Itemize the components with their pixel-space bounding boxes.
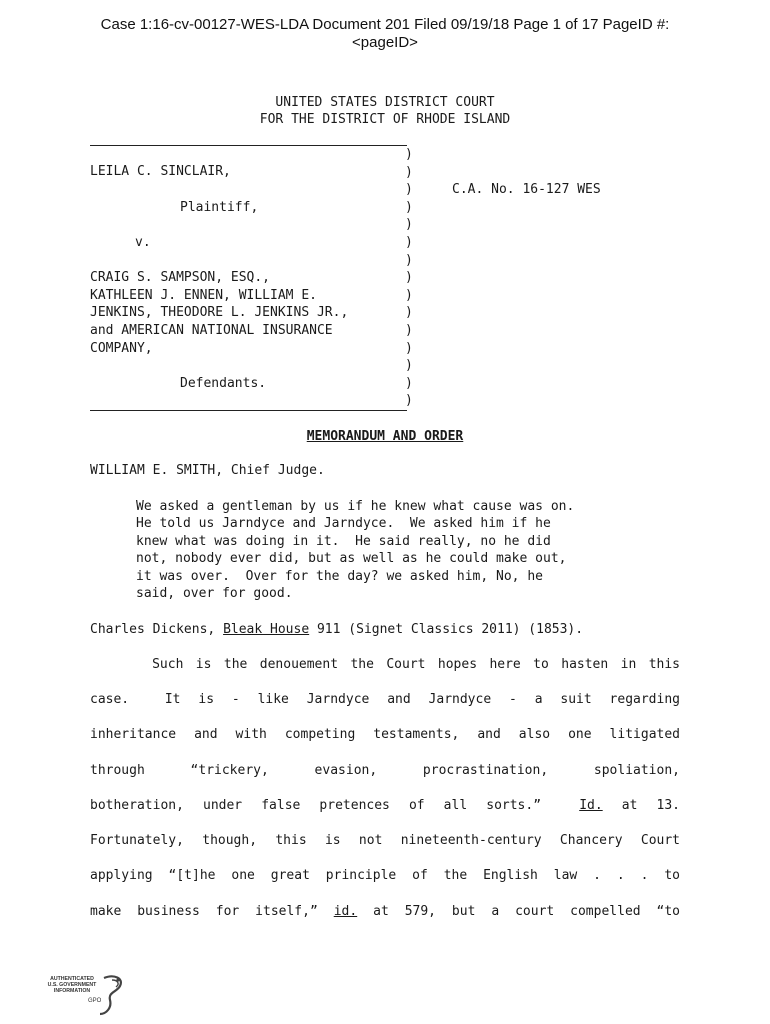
gpo-auth-line: U.S. GOVERNMENT [47, 982, 97, 988]
gpo-authentication-seal [42, 974, 132, 1018]
quote-line: not, nobody ever did, but as well as he could make out, [136, 551, 567, 566]
id-citation: id. [333, 904, 358, 919]
citation-author: Charles Dickens, [90, 622, 224, 637]
eagle-icon [98, 974, 128, 1016]
id-citation: Id. [579, 798, 603, 813]
body-line: applying “[t]he one great principle of the English law . . . to [90, 868, 680, 883]
body-line [90, 903, 680, 921]
gpo-auth-line: AUTHENTICATED [50, 976, 94, 982]
body-line: inheritance and with competing testaments, and also one litigated [90, 727, 680, 742]
body-line: case. It is - like Jarndyce and Jarndyce - a suit regarding [90, 692, 680, 707]
quote-line: knew what was doing in it. He said really, no he did [136, 534, 551, 549]
gpo-auth-line: INFORMATION [53, 988, 91, 994]
plaintiff-label: Plaintiff, [180, 200, 259, 215]
body-line: Such is the denouement the Court hopes here to hasten in this [90, 657, 680, 672]
defendants-label: Defendants. [180, 376, 267, 391]
defendant-line: KATHLEEN J. ENNEN, WILLIAM E. [90, 288, 317, 303]
body-line: through “trickery, evasion, procrastination, spoliation, [90, 763, 680, 778]
defendant-line: JENKINS, THEODORE L. JENKINS JR., [90, 305, 349, 320]
case-header [0, 16, 770, 52]
body-line: Fortunately, though, this is not nineteenth-century Chancery Court [90, 833, 680, 848]
citation [90, 621, 583, 639]
quote-line: We asked a gentleman by us if he knew what cause was on. [136, 499, 575, 514]
judge-line: WILLIAM E. SMITH, Chief Judge. [90, 463, 325, 478]
body-text: botheration, under false pretences of all sorts.” [90, 798, 580, 813]
caption-top-rule [90, 145, 407, 146]
defendant-line: COMPANY, [90, 341, 153, 356]
citation-book-title: Bleak House [223, 622, 310, 637]
gpo-label: GPO [88, 998, 102, 1004]
page-id-line: <pageID> [352, 34, 418, 51]
case-number: C.A. No. 16-127 WES [452, 182, 601, 197]
versus: v. [135, 235, 151, 250]
citation-rest: 911 (Signet Classics 2011) (1853). [309, 622, 584, 637]
body-line [90, 797, 680, 815]
gpo-auth-text [42, 976, 102, 994]
body-text: make business for itself,” [90, 904, 334, 919]
caption-bottom-rule [90, 410, 407, 411]
quote-line: He told us Jarndyce and Jarndyce. We asked him if he [136, 516, 551, 531]
quote-line: said, over for good. [136, 586, 293, 601]
defendant-line: and AMERICAN NATIONAL INSURANCE [90, 323, 333, 338]
body-text: at 13. [602, 798, 680, 813]
document-title: MEMORANDUM AND ORDER [306, 429, 464, 444]
defendant-line: CRAIG S. SAMPSON, ESQ., [90, 270, 271, 285]
court-name: UNITED STATES DISTRICT COURT [275, 95, 495, 110]
case-header-line: Case 1:16-cv-00127-WES-LDA Document 201 Filed 09/19/18 Page 1 of 17 PageID #: [100, 16, 670, 33]
caption-paren-column: ) ) ) ) ) ) ) ) ) ) ) ) ) ) ) [405, 147, 413, 409]
plaintiff-name: LEILA C. SINCLAIR, [90, 164, 231, 179]
body-text: at 579, but a court compelled “to [357, 904, 680, 919]
quote-line: it was over. Over for the day? we asked him, No, he [136, 569, 543, 584]
court-district: FOR THE DISTRICT OF RHODE ISLAND [259, 112, 511, 127]
